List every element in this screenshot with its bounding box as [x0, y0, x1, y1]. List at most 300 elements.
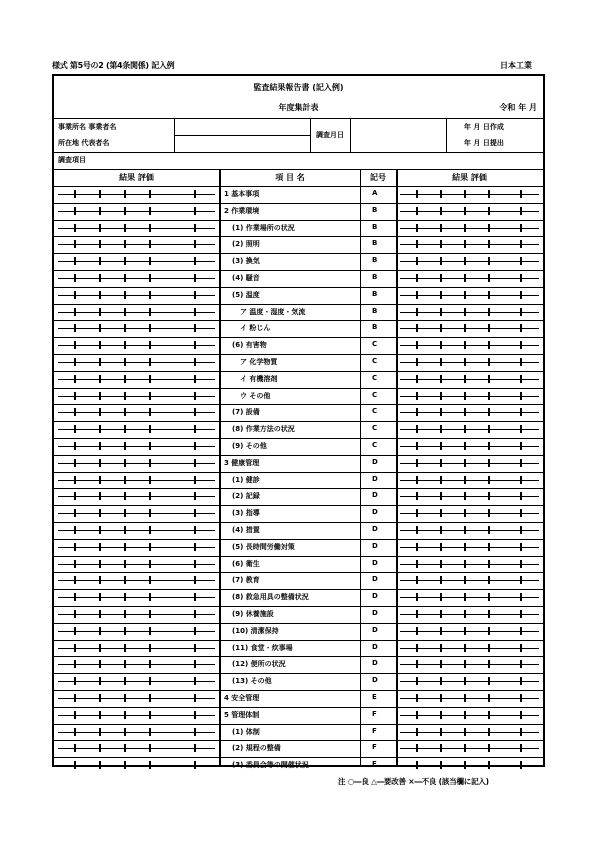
result-checkbox-right[interactable] — [488, 526, 490, 534]
result-checkbox-right[interactable] — [464, 644, 466, 652]
result-checkbox-left[interactable] — [124, 492, 126, 500]
result-checkbox-left[interactable] — [74, 492, 76, 500]
result-checkbox-right[interactable] — [488, 627, 490, 635]
result-checkbox-right[interactable] — [520, 728, 522, 736]
result-checkbox-left[interactable] — [99, 291, 101, 299]
result-checkbox-left[interactable] — [149, 728, 151, 736]
result-checkbox-right[interactable] — [440, 711, 442, 719]
result-checkbox-left[interactable] — [194, 593, 196, 601]
result-checkbox-left[interactable] — [74, 324, 76, 332]
result-checkbox-right[interactable] — [488, 358, 490, 366]
result-checkbox-left[interactable] — [149, 257, 151, 265]
result-checkbox-left[interactable] — [124, 207, 126, 215]
result-checkbox-right[interactable] — [488, 207, 490, 215]
result-checkbox-right[interactable] — [440, 224, 442, 232]
result-checkbox-right[interactable] — [464, 459, 466, 467]
result-checkbox-left[interactable] — [124, 593, 126, 601]
result-checkbox-left[interactable] — [194, 576, 196, 584]
result-checkbox-left[interactable] — [124, 190, 126, 198]
result-checkbox-left[interactable] — [99, 543, 101, 551]
result-checkbox-right[interactable] — [464, 677, 466, 685]
result-checkbox-left[interactable] — [99, 240, 101, 248]
result-checkbox-right[interactable] — [520, 492, 522, 500]
result-checkbox-left[interactable] — [99, 442, 101, 450]
result-checkbox-right[interactable] — [488, 610, 490, 618]
result-checkbox-right[interactable] — [416, 610, 418, 618]
result-checkbox-left[interactable] — [194, 509, 196, 517]
result-checkbox-right[interactable] — [464, 324, 466, 332]
result-checkbox-left[interactable] — [74, 375, 76, 383]
result-checkbox-left[interactable] — [149, 224, 151, 232]
result-checkbox-left[interactable] — [194, 660, 196, 668]
result-checkbox-left[interactable] — [74, 224, 76, 232]
result-checkbox-left[interactable] — [99, 392, 101, 400]
result-checkbox-left[interactable] — [194, 644, 196, 652]
result-checkbox-left[interactable] — [99, 308, 101, 316]
result-checkbox-left[interactable] — [74, 761, 76, 769]
result-checkbox-right[interactable] — [488, 593, 490, 601]
result-checkbox-right[interactable] — [520, 459, 522, 467]
result-checkbox-right[interactable] — [488, 392, 490, 400]
result-checkbox-left[interactable] — [194, 207, 196, 215]
result-checkbox-right[interactable] — [520, 576, 522, 584]
result-checkbox-right[interactable] — [488, 224, 490, 232]
result-checkbox-right[interactable] — [464, 627, 466, 635]
result-checkbox-left[interactable] — [149, 274, 151, 282]
result-checkbox-right[interactable] — [488, 677, 490, 685]
result-checkbox-left[interactable] — [149, 207, 151, 215]
result-checkbox-left[interactable] — [74, 408, 76, 416]
result-checkbox-left[interactable] — [99, 509, 101, 517]
result-checkbox-left[interactable] — [194, 224, 196, 232]
result-checkbox-right[interactable] — [520, 711, 522, 719]
result-checkbox-right[interactable] — [488, 644, 490, 652]
result-checkbox-left[interactable] — [99, 459, 101, 467]
result-checkbox-right[interactable] — [520, 207, 522, 215]
result-checkbox-right[interactable] — [464, 711, 466, 719]
result-checkbox-left[interactable] — [74, 728, 76, 736]
result-checkbox-left[interactable] — [99, 190, 101, 198]
result-checkbox-right[interactable] — [520, 694, 522, 702]
result-checkbox-left[interactable] — [194, 728, 196, 736]
result-checkbox-right[interactable] — [520, 660, 522, 668]
result-checkbox-right[interactable] — [440, 728, 442, 736]
result-checkbox-right[interactable] — [416, 425, 418, 433]
result-checkbox-right[interactable] — [440, 459, 442, 467]
result-checkbox-left[interactable] — [99, 576, 101, 584]
result-checkbox-right[interactable] — [440, 761, 442, 769]
result-checkbox-right[interactable] — [416, 207, 418, 215]
result-checkbox-left[interactable] — [124, 543, 126, 551]
result-checkbox-right[interactable] — [416, 711, 418, 719]
result-checkbox-right[interactable] — [488, 728, 490, 736]
result-checkbox-right[interactable] — [520, 509, 522, 517]
result-checkbox-right[interactable] — [416, 627, 418, 635]
result-checkbox-left[interactable] — [124, 240, 126, 248]
result-checkbox-left[interactable] — [149, 324, 151, 332]
result-checkbox-left[interactable] — [74, 526, 76, 534]
result-checkbox-left[interactable] — [194, 291, 196, 299]
result-checkbox-left[interactable] — [149, 543, 151, 551]
result-checkbox-left[interactable] — [149, 291, 151, 299]
result-checkbox-left[interactable] — [149, 341, 151, 349]
result-checkbox-right[interactable] — [464, 509, 466, 517]
result-checkbox-left[interactable] — [149, 744, 151, 752]
result-checkbox-left[interactable] — [194, 308, 196, 316]
result-checkbox-right[interactable] — [440, 476, 442, 484]
result-checkbox-right[interactable] — [464, 392, 466, 400]
result-checkbox-left[interactable] — [124, 425, 126, 433]
result-checkbox-left[interactable] — [99, 476, 101, 484]
result-checkbox-left[interactable] — [124, 560, 126, 568]
result-checkbox-left[interactable] — [124, 375, 126, 383]
result-checkbox-right[interactable] — [464, 375, 466, 383]
result-checkbox-left[interactable] — [149, 358, 151, 366]
result-checkbox-right[interactable] — [520, 224, 522, 232]
result-checkbox-left[interactable] — [194, 744, 196, 752]
result-checkbox-left[interactable] — [124, 308, 126, 316]
result-checkbox-right[interactable] — [520, 240, 522, 248]
result-checkbox-right[interactable] — [488, 576, 490, 584]
result-checkbox-right[interactable] — [464, 543, 466, 551]
result-checkbox-right[interactable] — [464, 274, 466, 282]
result-checkbox-right[interactable] — [520, 744, 522, 752]
result-checkbox-left[interactable] — [124, 728, 126, 736]
result-checkbox-right[interactable] — [416, 324, 418, 332]
result-checkbox-left[interactable] — [149, 492, 151, 500]
result-checkbox-left[interactable] — [74, 240, 76, 248]
result-checkbox-right[interactable] — [488, 375, 490, 383]
result-checkbox-left[interactable] — [99, 728, 101, 736]
result-checkbox-left[interactable] — [74, 459, 76, 467]
result-checkbox-left[interactable] — [99, 408, 101, 416]
result-checkbox-right[interactable] — [488, 308, 490, 316]
result-checkbox-right[interactable] — [520, 375, 522, 383]
result-checkbox-right[interactable] — [464, 341, 466, 349]
result-checkbox-left[interactable] — [124, 744, 126, 752]
result-checkbox-left[interactable] — [99, 257, 101, 265]
result-checkbox-left[interactable] — [149, 627, 151, 635]
result-checkbox-right[interactable] — [520, 627, 522, 635]
result-checkbox-right[interactable] — [416, 257, 418, 265]
result-checkbox-right[interactable] — [416, 190, 418, 198]
result-checkbox-left[interactable] — [149, 677, 151, 685]
result-checkbox-right[interactable] — [416, 375, 418, 383]
result-checkbox-right[interactable] — [464, 610, 466, 618]
result-checkbox-right[interactable] — [520, 476, 522, 484]
result-checkbox-left[interactable] — [124, 610, 126, 618]
result-checkbox-left[interactable] — [74, 543, 76, 551]
result-checkbox-right[interactable] — [440, 492, 442, 500]
result-checkbox-right[interactable] — [440, 677, 442, 685]
result-checkbox-right[interactable] — [488, 408, 490, 416]
result-checkbox-right[interactable] — [440, 509, 442, 517]
result-checkbox-right[interactable] — [440, 257, 442, 265]
result-checkbox-left[interactable] — [74, 593, 76, 601]
result-checkbox-left[interactable] — [74, 308, 76, 316]
result-checkbox-right[interactable] — [416, 408, 418, 416]
result-checkbox-right[interactable] — [520, 291, 522, 299]
result-checkbox-left[interactable] — [124, 257, 126, 265]
result-checkbox-right[interactable] — [520, 257, 522, 265]
result-checkbox-left[interactable] — [149, 761, 151, 769]
result-checkbox-right[interactable] — [464, 291, 466, 299]
result-checkbox-left[interactable] — [74, 509, 76, 517]
result-checkbox-left[interactable] — [124, 627, 126, 635]
result-checkbox-right[interactable] — [520, 425, 522, 433]
result-checkbox-left[interactable] — [99, 761, 101, 769]
result-checkbox-left[interactable] — [74, 274, 76, 282]
result-checkbox-left[interactable] — [194, 442, 196, 450]
result-checkbox-right[interactable] — [440, 240, 442, 248]
result-checkbox-left[interactable] — [149, 190, 151, 198]
result-checkbox-right[interactable] — [520, 442, 522, 450]
result-checkbox-right[interactable] — [488, 442, 490, 450]
result-checkbox-right[interactable] — [520, 560, 522, 568]
result-checkbox-right[interactable] — [464, 358, 466, 366]
result-checkbox-right[interactable] — [464, 425, 466, 433]
result-checkbox-right[interactable] — [416, 728, 418, 736]
result-checkbox-right[interactable] — [416, 308, 418, 316]
result-checkbox-left[interactable] — [99, 711, 101, 719]
result-checkbox-left[interactable] — [74, 207, 76, 215]
result-checkbox-right[interactable] — [416, 442, 418, 450]
result-checkbox-left[interactable] — [74, 744, 76, 752]
result-checkbox-right[interactable] — [440, 627, 442, 635]
result-checkbox-left[interactable] — [194, 711, 196, 719]
result-checkbox-right[interactable] — [464, 240, 466, 248]
result-checkbox-left[interactable] — [194, 190, 196, 198]
result-checkbox-left[interactable] — [99, 526, 101, 534]
result-checkbox-right[interactable] — [416, 358, 418, 366]
result-checkbox-right[interactable] — [488, 543, 490, 551]
result-checkbox-right[interactable] — [520, 190, 522, 198]
result-checkbox-right[interactable] — [440, 274, 442, 282]
result-checkbox-right[interactable] — [520, 677, 522, 685]
result-checkbox-right[interactable] — [464, 728, 466, 736]
result-checkbox-left[interactable] — [194, 677, 196, 685]
result-checkbox-left[interactable] — [124, 442, 126, 450]
result-checkbox-left[interactable] — [194, 560, 196, 568]
result-checkbox-right[interactable] — [440, 543, 442, 551]
result-checkbox-right[interactable] — [416, 543, 418, 551]
result-checkbox-right[interactable] — [488, 459, 490, 467]
result-checkbox-left[interactable] — [74, 476, 76, 484]
result-checkbox-left[interactable] — [124, 224, 126, 232]
result-checkbox-left[interactable] — [74, 425, 76, 433]
result-checkbox-right[interactable] — [488, 324, 490, 332]
result-checkbox-right[interactable] — [440, 375, 442, 383]
result-checkbox-right[interactable] — [416, 660, 418, 668]
result-checkbox-left[interactable] — [194, 425, 196, 433]
result-checkbox-left[interactable] — [124, 711, 126, 719]
result-checkbox-left[interactable] — [194, 341, 196, 349]
result-checkbox-left[interactable] — [74, 560, 76, 568]
result-checkbox-left[interactable] — [149, 375, 151, 383]
result-checkbox-right[interactable] — [488, 660, 490, 668]
result-checkbox-left[interactable] — [149, 711, 151, 719]
result-checkbox-right[interactable] — [416, 341, 418, 349]
result-checkbox-left[interactable] — [194, 274, 196, 282]
result-checkbox-right[interactable] — [416, 761, 418, 769]
result-checkbox-right[interactable] — [416, 526, 418, 534]
result-checkbox-right[interactable] — [464, 442, 466, 450]
result-checkbox-left[interactable] — [74, 442, 76, 450]
result-checkbox-left[interactable] — [99, 593, 101, 601]
result-checkbox-left[interactable] — [194, 408, 196, 416]
result-checkbox-right[interactable] — [416, 392, 418, 400]
result-checkbox-left[interactable] — [124, 392, 126, 400]
result-checkbox-right[interactable] — [488, 694, 490, 702]
result-checkbox-right[interactable] — [416, 459, 418, 467]
result-checkbox-left[interactable] — [194, 392, 196, 400]
result-checkbox-left[interactable] — [149, 660, 151, 668]
result-checkbox-left[interactable] — [149, 593, 151, 601]
result-checkbox-left[interactable] — [194, 459, 196, 467]
result-checkbox-right[interactable] — [520, 392, 522, 400]
result-checkbox-left[interactable] — [124, 644, 126, 652]
result-checkbox-left[interactable] — [124, 459, 126, 467]
result-checkbox-right[interactable] — [520, 526, 522, 534]
result-checkbox-right[interactable] — [488, 190, 490, 198]
result-checkbox-left[interactable] — [124, 341, 126, 349]
result-checkbox-right[interactable] — [440, 408, 442, 416]
result-checkbox-right[interactable] — [488, 274, 490, 282]
result-checkbox-right[interactable] — [464, 694, 466, 702]
result-checkbox-right[interactable] — [416, 274, 418, 282]
result-checkbox-right[interactable] — [464, 744, 466, 752]
result-checkbox-left[interactable] — [124, 476, 126, 484]
result-checkbox-left[interactable] — [149, 308, 151, 316]
result-checkbox-left[interactable] — [149, 694, 151, 702]
result-checkbox-left[interactable] — [99, 677, 101, 685]
result-checkbox-right[interactable] — [488, 291, 490, 299]
result-checkbox-left[interactable] — [149, 526, 151, 534]
result-checkbox-left[interactable] — [99, 660, 101, 668]
result-checkbox-left[interactable] — [149, 476, 151, 484]
result-checkbox-left[interactable] — [124, 526, 126, 534]
result-checkbox-right[interactable] — [440, 341, 442, 349]
result-checkbox-right[interactable] — [464, 492, 466, 500]
result-checkbox-left[interactable] — [194, 526, 196, 534]
result-checkbox-left[interactable] — [124, 509, 126, 517]
result-checkbox-left[interactable] — [99, 224, 101, 232]
result-checkbox-right[interactable] — [440, 576, 442, 584]
result-checkbox-right[interactable] — [464, 660, 466, 668]
result-checkbox-right[interactable] — [440, 593, 442, 601]
result-checkbox-left[interactable] — [124, 677, 126, 685]
result-checkbox-left[interactable] — [194, 694, 196, 702]
result-checkbox-left[interactable] — [194, 358, 196, 366]
result-checkbox-right[interactable] — [416, 291, 418, 299]
result-checkbox-right[interactable] — [440, 744, 442, 752]
result-checkbox-right[interactable] — [520, 593, 522, 601]
result-checkbox-left[interactable] — [74, 694, 76, 702]
result-checkbox-right[interactable] — [416, 744, 418, 752]
result-checkbox-left[interactable] — [149, 576, 151, 584]
result-checkbox-right[interactable] — [416, 644, 418, 652]
result-checkbox-left[interactable] — [124, 408, 126, 416]
result-checkbox-left[interactable] — [149, 509, 151, 517]
result-checkbox-left[interactable] — [99, 358, 101, 366]
result-checkbox-right[interactable] — [416, 509, 418, 517]
result-checkbox-right[interactable] — [440, 694, 442, 702]
result-checkbox-right[interactable] — [488, 492, 490, 500]
result-checkbox-left[interactable] — [124, 694, 126, 702]
result-checkbox-left[interactable] — [149, 610, 151, 618]
result-checkbox-right[interactable] — [416, 560, 418, 568]
result-checkbox-left[interactable] — [74, 291, 76, 299]
result-checkbox-left[interactable] — [74, 392, 76, 400]
result-checkbox-left[interactable] — [124, 660, 126, 668]
result-checkbox-right[interactable] — [416, 476, 418, 484]
result-checkbox-right[interactable] — [488, 560, 490, 568]
result-checkbox-right[interactable] — [488, 425, 490, 433]
result-checkbox-right[interactable] — [440, 207, 442, 215]
result-checkbox-right[interactable] — [488, 257, 490, 265]
result-checkbox-right[interactable] — [440, 644, 442, 652]
result-checkbox-right[interactable] — [520, 408, 522, 416]
result-checkbox-left[interactable] — [194, 492, 196, 500]
result-checkbox-right[interactable] — [520, 644, 522, 652]
result-checkbox-left[interactable] — [194, 257, 196, 265]
result-checkbox-right[interactable] — [440, 526, 442, 534]
result-checkbox-left[interactable] — [99, 341, 101, 349]
result-checkbox-right[interactable] — [488, 341, 490, 349]
result-checkbox-right[interactable] — [416, 492, 418, 500]
result-checkbox-left[interactable] — [74, 358, 76, 366]
result-checkbox-right[interactable] — [416, 224, 418, 232]
result-checkbox-left[interactable] — [99, 492, 101, 500]
result-checkbox-right[interactable] — [488, 240, 490, 248]
result-checkbox-left[interactable] — [149, 644, 151, 652]
result-checkbox-right[interactable] — [520, 324, 522, 332]
result-checkbox-right[interactable] — [520, 543, 522, 551]
result-checkbox-right[interactable] — [440, 442, 442, 450]
result-checkbox-left[interactable] — [74, 576, 76, 584]
result-checkbox-left[interactable] — [149, 425, 151, 433]
result-checkbox-left[interactable] — [194, 627, 196, 635]
result-checkbox-left[interactable] — [149, 459, 151, 467]
result-checkbox-right[interactable] — [464, 207, 466, 215]
result-checkbox-right[interactable] — [464, 190, 466, 198]
result-checkbox-left[interactable] — [194, 324, 196, 332]
result-checkbox-left[interactable] — [124, 358, 126, 366]
result-checkbox-right[interactable] — [440, 324, 442, 332]
result-checkbox-left[interactable] — [124, 761, 126, 769]
result-checkbox-left[interactable] — [99, 627, 101, 635]
result-checkbox-left[interactable] — [124, 324, 126, 332]
result-checkbox-left[interactable] — [149, 442, 151, 450]
result-checkbox-left[interactable] — [99, 324, 101, 332]
result-checkbox-left[interactable] — [74, 711, 76, 719]
result-checkbox-right[interactable] — [416, 694, 418, 702]
result-checkbox-left[interactable] — [194, 476, 196, 484]
result-checkbox-right[interactable] — [440, 560, 442, 568]
result-checkbox-left[interactable] — [99, 560, 101, 568]
result-checkbox-right[interactable] — [464, 408, 466, 416]
result-checkbox-right[interactable] — [440, 291, 442, 299]
result-checkbox-left[interactable] — [74, 190, 76, 198]
result-checkbox-right[interactable] — [440, 660, 442, 668]
result-checkbox-right[interactable] — [440, 308, 442, 316]
result-checkbox-right[interactable] — [464, 761, 466, 769]
result-checkbox-right[interactable] — [520, 358, 522, 366]
result-checkbox-left[interactable] — [74, 627, 76, 635]
result-checkbox-left[interactable] — [99, 610, 101, 618]
result-checkbox-left[interactable] — [149, 560, 151, 568]
result-checkbox-left[interactable] — [99, 207, 101, 215]
